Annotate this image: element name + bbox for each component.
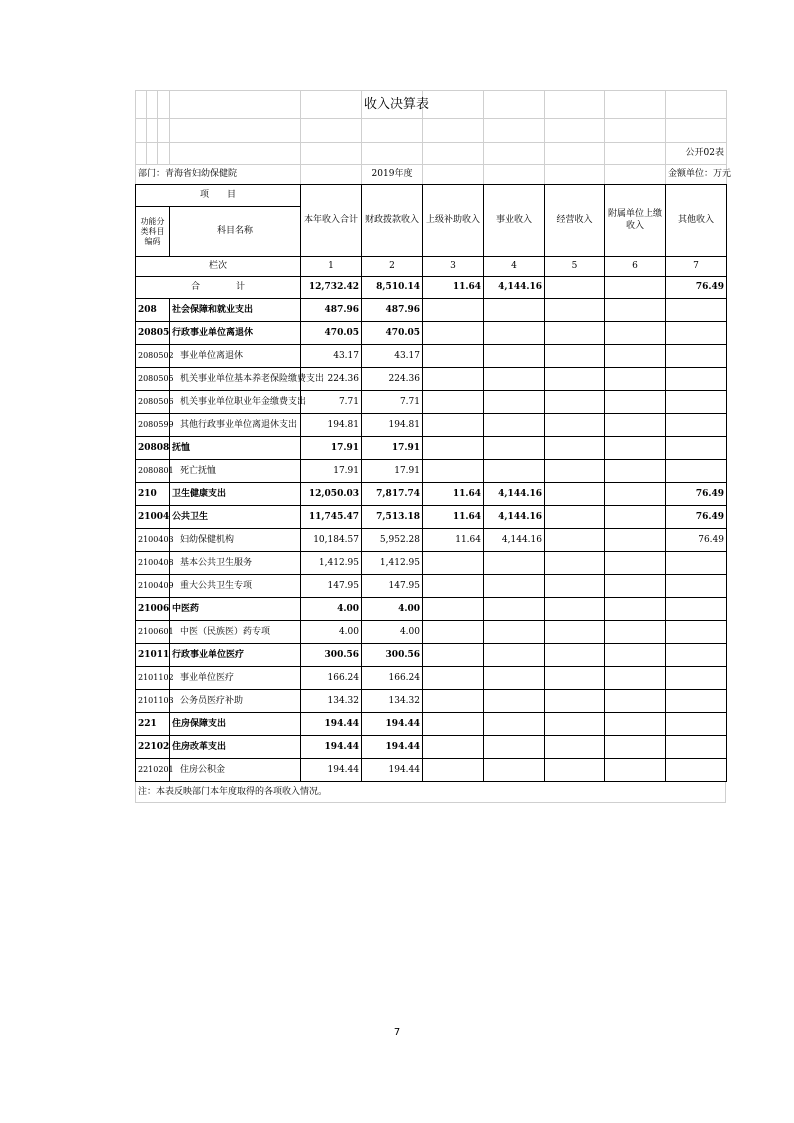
- function-code: 21011: [136, 644, 170, 667]
- amount-cell-col-3: [423, 667, 484, 690]
- table-row: [136, 391, 727, 414]
- amount-cell-col-2: 17.91: [362, 460, 423, 483]
- function-code: 2080502: [136, 345, 170, 368]
- amount-cell-col-3: 11.64: [423, 483, 484, 506]
- amount-cell-col-2: 1,412.95: [362, 552, 423, 575]
- amount-cell-col-4: [484, 460, 545, 483]
- amount-cell-col-1: 11,745.47: [301, 506, 362, 529]
- amount-cell-col-4: [484, 345, 545, 368]
- header-subject-name: 科目名称: [170, 207, 301, 257]
- amount-cell-col-4: [484, 414, 545, 437]
- function-code: 2210201: [136, 759, 170, 782]
- amount-cell-col-7: [666, 322, 727, 345]
- amount-cell-col-7: 76.49: [666, 483, 727, 506]
- function-code: 2080801: [136, 460, 170, 483]
- page-title: 收入决算表: [362, 91, 423, 119]
- amount-cell-col-1: 487.96: [301, 299, 362, 322]
- amount-cell-col-4: [484, 552, 545, 575]
- table-row: [136, 345, 727, 368]
- amount-cell-col-7: [666, 437, 727, 460]
- amount-cell-col-3: [423, 736, 484, 759]
- amount-cell-col-6: [605, 506, 666, 529]
- amount-cell-col-7: 76.49: [666, 529, 727, 552]
- amount-cell-col-6: [605, 667, 666, 690]
- amount-cell-col-2: 7,513.18: [362, 506, 423, 529]
- amount-cell-col-2: 43.17: [362, 345, 423, 368]
- amount-cell-col-5: [545, 759, 605, 782]
- function-code: 2100408: [136, 552, 170, 575]
- amount-cell-col-4: 4,144.16: [484, 529, 545, 552]
- amount-cell-col-6: [605, 690, 666, 713]
- amount-cell-col-7: [666, 759, 727, 782]
- amount-cell-col-5: [545, 644, 605, 667]
- header-item: 项 目: [136, 185, 301, 207]
- amount-cell-col-2: 194.44: [362, 713, 423, 736]
- amount-cell-col-5: [545, 736, 605, 759]
- function-code: 208: [136, 299, 170, 322]
- header-col-1: 本年收入合计: [301, 185, 362, 257]
- amount-cell-col-2: 487.96: [362, 299, 423, 322]
- subject-name: 机关事业单位职业年金缴费支出: [170, 391, 301, 414]
- amount-cell-col-5: [545, 552, 605, 575]
- amount-cell-col-5: [545, 437, 605, 460]
- subject-name: 妇幼保健机构: [170, 529, 301, 552]
- amount-cell-col-3: [423, 414, 484, 437]
- amount-cell-col-6: [605, 736, 666, 759]
- blank-row: [136, 119, 727, 143]
- header-func-code: 功能分类科目编码: [136, 207, 170, 257]
- amount-cell-col-7: [666, 690, 727, 713]
- amount-cell-col-5: [545, 506, 605, 529]
- amount-cell-col-6: [605, 322, 666, 345]
- amount-cell-col-3: [423, 437, 484, 460]
- total-value-3: 11.64: [423, 277, 484, 299]
- function-code: 2080599: [136, 414, 170, 437]
- amount-cell-col-2: 470.05: [362, 322, 423, 345]
- total-value-6: [605, 277, 666, 299]
- header-col-6: 附属单位上缴收入: [605, 185, 666, 257]
- table-row: [136, 437, 727, 460]
- amount-cell-col-3: [423, 552, 484, 575]
- amount-cell-col-3: [423, 598, 484, 621]
- table-row: [136, 736, 727, 759]
- amount-cell-col-1: 43.17: [301, 345, 362, 368]
- info-row: [136, 165, 727, 185]
- income-settlement-sheet: [135, 90, 732, 803]
- amount-cell-col-1: 166.24: [301, 667, 362, 690]
- amount-cell-col-2: 4.00: [362, 621, 423, 644]
- amount-cell-col-1: 470.05: [301, 322, 362, 345]
- amount-cell-col-1: 12,050.03: [301, 483, 362, 506]
- amount-cell-col-7: [666, 736, 727, 759]
- table-row: [136, 299, 727, 322]
- function-code: 221: [136, 713, 170, 736]
- table-row: [136, 529, 727, 552]
- header-row-1: [136, 185, 727, 207]
- amount-cell-col-5: [545, 345, 605, 368]
- income-table: [135, 90, 732, 782]
- amount-cell-col-5: [545, 391, 605, 414]
- subject-name: 行政事业单位离退休: [170, 322, 301, 345]
- table-row: [136, 644, 727, 667]
- total-value-2: 8,510.14: [362, 277, 423, 299]
- amount-cell-col-4: [484, 368, 545, 391]
- amount-cell-col-1: 17.91: [301, 460, 362, 483]
- amount-cell-col-2: 300.56: [362, 644, 423, 667]
- total-label: 合 计: [136, 277, 301, 299]
- subject-name: 事业单位离退休: [170, 345, 301, 368]
- amount-cell-col-6: [605, 368, 666, 391]
- amount-cell-col-3: [423, 345, 484, 368]
- col-index-3: 3: [423, 257, 484, 277]
- function-code: 2101102: [136, 667, 170, 690]
- amount-cell-col-7: [666, 414, 727, 437]
- table-note: 注：本表反映部门本年度取得的各项收入情况。: [135, 782, 726, 803]
- total-value-4: 4,144.16: [484, 277, 545, 299]
- table-row: [136, 598, 727, 621]
- amount-cell-col-4: [484, 575, 545, 598]
- header-col-3: 上级补助收入: [423, 185, 484, 257]
- amount-cell-col-5: [545, 621, 605, 644]
- table-row: [136, 414, 727, 437]
- col-index-2: 2: [362, 257, 423, 277]
- amount-cell-col-7: [666, 299, 727, 322]
- amount-cell-col-6: [605, 644, 666, 667]
- amount-cell-col-6: [605, 713, 666, 736]
- function-code: 2100601: [136, 621, 170, 644]
- amount-cell-col-3: [423, 391, 484, 414]
- amount-cell-col-5: [545, 299, 605, 322]
- table-row: [136, 759, 727, 782]
- amount-cell-col-1: 194.44: [301, 713, 362, 736]
- amount-cell-col-4: [484, 322, 545, 345]
- amount-cell-col-7: [666, 391, 727, 414]
- amount-cell-col-4: [484, 644, 545, 667]
- amount-cell-col-5: [545, 368, 605, 391]
- total-value-5: [545, 277, 605, 299]
- header-col-num: 栏次: [136, 257, 301, 277]
- function-code: 21006: [136, 598, 170, 621]
- amount-cell-col-3: [423, 713, 484, 736]
- amount-cell-col-4: [484, 391, 545, 414]
- subject-name: 基本公共卫生服务: [170, 552, 301, 575]
- amount-cell-col-3: 11.64: [423, 529, 484, 552]
- amount-cell-col-3: [423, 322, 484, 345]
- function-code: 21004: [136, 506, 170, 529]
- total-value-1: 12,732.42: [301, 277, 362, 299]
- amount-cell-col-3: [423, 621, 484, 644]
- subject-name: 事业单位医疗: [170, 667, 301, 690]
- page-number: 7: [393, 1027, 401, 1038]
- subject-name: 抚恤: [170, 437, 301, 460]
- col-index-6: 6: [605, 257, 666, 277]
- form-code: 公开02表: [666, 143, 727, 165]
- amount-cell-col-6: [605, 414, 666, 437]
- amount-cell-col-1: 194.44: [301, 736, 362, 759]
- amount-cell-col-6: [605, 345, 666, 368]
- table-row: [136, 575, 727, 598]
- amount-cell-col-4: [484, 736, 545, 759]
- amount-cell-col-4: [484, 759, 545, 782]
- function-code: 22102: [136, 736, 170, 759]
- amount-cell-col-2: 7.71: [362, 391, 423, 414]
- table-row: [136, 690, 727, 713]
- amount-cell-col-1: 1,412.95: [301, 552, 362, 575]
- amount-cell-col-4: [484, 598, 545, 621]
- amount-cell-col-3: [423, 644, 484, 667]
- amount-cell-col-2: 17.91: [362, 437, 423, 460]
- unit-label: 金额单位：万元: [666, 165, 727, 185]
- table-row: [136, 667, 727, 690]
- title-row: [136, 91, 727, 119]
- amount-cell-col-2: 194.44: [362, 736, 423, 759]
- amount-cell-col-6: [605, 483, 666, 506]
- amount-cell-col-3: [423, 759, 484, 782]
- amount-cell-col-7: [666, 598, 727, 621]
- department-label: 部门：青海省妇幼保健院: [136, 165, 301, 185]
- function-code: 2101103: [136, 690, 170, 713]
- col-index-1: 1: [301, 257, 362, 277]
- col-index-5: 5: [545, 257, 605, 277]
- amount-cell-col-3: [423, 368, 484, 391]
- amount-cell-col-1: 10,184.57: [301, 529, 362, 552]
- total-value-7: 76.49: [666, 277, 727, 299]
- total-row: [136, 277, 727, 299]
- amount-cell-col-7: [666, 621, 727, 644]
- subject-name: 中医（民族医）药专项: [170, 621, 301, 644]
- col-index-7: 7: [666, 257, 727, 277]
- col-index-4: 4: [484, 257, 545, 277]
- amount-cell-col-6: [605, 552, 666, 575]
- header-col-2: 财政拨款收入: [362, 185, 423, 257]
- amount-cell-col-4: [484, 621, 545, 644]
- amount-cell-col-6: [605, 598, 666, 621]
- amount-cell-col-1: 4.00: [301, 621, 362, 644]
- amount-cell-col-2: 134.32: [362, 690, 423, 713]
- amount-cell-col-5: [545, 460, 605, 483]
- function-code: 2080505: [136, 368, 170, 391]
- header-col-4: 事业收入: [484, 185, 545, 257]
- amount-cell-col-7: [666, 667, 727, 690]
- amount-cell-col-1: 147.95: [301, 575, 362, 598]
- amount-cell-col-6: [605, 391, 666, 414]
- amount-cell-col-2: 5,952.28: [362, 529, 423, 552]
- amount-cell-col-1: 300.56: [301, 644, 362, 667]
- amount-cell-col-2: 147.95: [362, 575, 423, 598]
- amount-cell-col-5: [545, 667, 605, 690]
- amount-cell-col-7: [666, 460, 727, 483]
- amount-cell-col-7: [666, 575, 727, 598]
- subject-name: 社会保障和就业支出: [170, 299, 301, 322]
- amount-cell-col-7: [666, 345, 727, 368]
- amount-cell-col-2: 224.36: [362, 368, 423, 391]
- amount-cell-col-5: [545, 483, 605, 506]
- column-index-row: [136, 257, 727, 277]
- amount-cell-col-2: 7,817.74: [362, 483, 423, 506]
- amount-cell-col-1: 7.71: [301, 391, 362, 414]
- header-col-5: 经营收入: [545, 185, 605, 257]
- amount-cell-col-7: [666, 644, 727, 667]
- amount-cell-col-6: [605, 299, 666, 322]
- amount-cell-col-4: [484, 437, 545, 460]
- amount-cell-col-3: [423, 690, 484, 713]
- subject-name: 死亡抚恤: [170, 460, 301, 483]
- amount-cell-col-5: [545, 690, 605, 713]
- amount-cell-col-3: [423, 299, 484, 322]
- amount-cell-col-4: [484, 667, 545, 690]
- function-code: 2080506: [136, 391, 170, 414]
- amount-cell-col-5: [545, 322, 605, 345]
- subject-name: 住房改革支出: [170, 736, 301, 759]
- amount-cell-col-3: [423, 575, 484, 598]
- table-row: [136, 506, 727, 529]
- table-row: [136, 460, 727, 483]
- subject-name: 公共卫生: [170, 506, 301, 529]
- function-code: 20805: [136, 322, 170, 345]
- amount-cell-col-6: [605, 759, 666, 782]
- function-code: 20808: [136, 437, 170, 460]
- amount-cell-col-2: 4.00: [362, 598, 423, 621]
- amount-cell-col-6: [605, 575, 666, 598]
- amount-cell-col-4: 4,144.16: [484, 506, 545, 529]
- table-row: [136, 368, 727, 391]
- table-row: [136, 483, 727, 506]
- amount-cell-col-2: 166.24: [362, 667, 423, 690]
- function-code: 210: [136, 483, 170, 506]
- year-label: 2019年度: [362, 165, 423, 185]
- amount-cell-col-7: 76.49: [666, 506, 727, 529]
- amount-cell-col-5: [545, 575, 605, 598]
- amount-cell-col-2: 194.81: [362, 414, 423, 437]
- subject-name: 住房保障支出: [170, 713, 301, 736]
- subject-name: 行政事业单位医疗: [170, 644, 301, 667]
- amount-cell-col-1: 17.91: [301, 437, 362, 460]
- table-row: [136, 621, 727, 644]
- subject-name: 住房公积金: [170, 759, 301, 782]
- amount-cell-col-3: [423, 460, 484, 483]
- header-col-7: 其他收入: [666, 185, 727, 257]
- amount-cell-col-1: 194.44: [301, 759, 362, 782]
- amount-cell-col-4: [484, 690, 545, 713]
- amount-cell-col-5: [545, 598, 605, 621]
- subject-name: 重大公共卫生专项: [170, 575, 301, 598]
- amount-cell-col-6: [605, 460, 666, 483]
- subject-name: 中医药: [170, 598, 301, 621]
- amount-cell-col-6: [605, 437, 666, 460]
- function-code: 2100403: [136, 529, 170, 552]
- amount-cell-col-1: 194.81: [301, 414, 362, 437]
- subject-name: 其他行政事业单位离退休支出: [170, 414, 301, 437]
- subject-name: 机关事业单位基本养老保险缴费支出: [170, 368, 301, 391]
- amount-cell-col-7: [666, 552, 727, 575]
- amount-cell-col-5: [545, 414, 605, 437]
- amount-cell-col-1: 4.00: [301, 598, 362, 621]
- amount-cell-col-7: [666, 713, 727, 736]
- function-code: 2100409: [136, 575, 170, 598]
- amount-cell-col-7: [666, 368, 727, 391]
- amount-cell-col-1: 224.36: [301, 368, 362, 391]
- amount-cell-col-1: 134.32: [301, 690, 362, 713]
- amount-cell-col-4: 4,144.16: [484, 483, 545, 506]
- table-row: [136, 713, 727, 736]
- amount-cell-col-4: [484, 299, 545, 322]
- table-row: [136, 552, 727, 575]
- amount-cell-col-2: 194.44: [362, 759, 423, 782]
- amount-cell-col-6: [605, 621, 666, 644]
- table-row: [136, 322, 727, 345]
- amount-cell-col-6: [605, 529, 666, 552]
- subject-name: 公务员医疗补助: [170, 690, 301, 713]
- form-code-row: [136, 143, 727, 165]
- amount-cell-col-3: 11.64: [423, 506, 484, 529]
- subject-name: 卫生健康支出: [170, 483, 301, 506]
- amount-cell-col-5: [545, 713, 605, 736]
- amount-cell-col-5: [545, 529, 605, 552]
- amount-cell-col-4: [484, 713, 545, 736]
